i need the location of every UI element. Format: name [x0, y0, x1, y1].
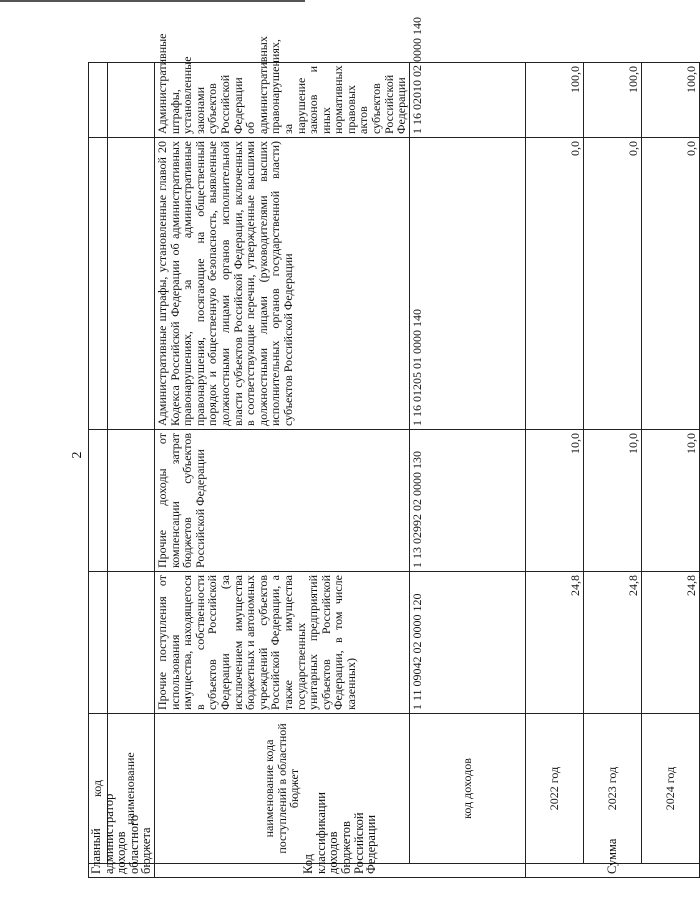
- cell-y2022: 100,0: [525, 63, 583, 138]
- column-y2023: [583, 63, 641, 878]
- cell-y2022: 10,0: [525, 430, 583, 572]
- cell-description: Административные штрафы, установленные законами субъектов Российской Федерации об административных правонарушениях, за нарушение законов и иных нормативных правовых актов субъектов Российской Федерации: [154, 63, 409, 138]
- cell-income-code: 1 16 02010 02 0000 140: [409, 63, 525, 138]
- budget-revenue-table: [88, 17, 700, 878]
- cell-code: [89, 430, 108, 572]
- cell-y2024: 100,0: [641, 63, 699, 138]
- group-header-chief-admin: Главный администратор доходов областного бюджета: [89, 864, 155, 878]
- group-header-sum: Сумма: [525, 864, 699, 878]
- cell-name: [107, 572, 154, 714]
- cell-income-code: 1 13 02992 02 0000 130: [409, 430, 525, 572]
- column-y2024: [641, 63, 699, 878]
- header-income-code: код доходов: [409, 714, 525, 864]
- cell-description: Прочие поступления от использования имущества, находящегося в собственности субъектов Российской Федерации (за исключением имущества бюджетных и автономных учреждений субъектов Российской Федерации, а также имущества государственных унитарных предприятий субъектов Российской Федерации, в том числе казенных): [154, 572, 409, 714]
- cell-income-code: 1 16 01205 01 0000 140: [409, 138, 525, 430]
- column-income-code: [409, 63, 525, 878]
- cell-y2023: 0,0: [583, 138, 641, 430]
- cell-code: [89, 572, 108, 714]
- cell-y2022: 24,8: [525, 572, 583, 714]
- cell-name: [107, 138, 154, 430]
- budget-table-rotated: [88, 17, 699, 878]
- cell-code: [89, 138, 108, 430]
- column-code: [89, 63, 108, 878]
- cell-name: [107, 430, 154, 572]
- cell-description: Административные штрафы, установленные главой 20 Кодекса Российской Федерации об административных правонарушениях, за административные правонарушения, посягающие на общественный порядок и общественную безопасность, выявленные должностными лицами органов исполнительной власти субъектов Российской Федерации, включенных в соответствующие перечни, утвержденные высшими должностными лицами (руководителями высших исполнительных органов государственной власти) субъектов Российской Федерации: [154, 138, 409, 430]
- cell-y2023: 10,0: [583, 430, 641, 572]
- cell-y2024: 10,0: [641, 430, 699, 572]
- cell-y2024: 24,8: [641, 572, 699, 714]
- cell-y2023: 100,0: [583, 63, 641, 138]
- cell-code: [89, 63, 108, 138]
- top-rule: [0, 0, 305, 2]
- header-y2023: 2023 год: [583, 714, 641, 864]
- header-y2022: 2022 год: [525, 714, 583, 864]
- cell-income-code: 1 11 09042 02 0000 120: [409, 572, 525, 714]
- column-description: [154, 63, 409, 878]
- group-header-classification: Код классификации доходов бюджетов Российской Федерации: [154, 864, 525, 878]
- header-name: наименование: [107, 714, 154, 864]
- cell-name: [107, 63, 154, 138]
- page-number: 2: [70, 451, 85, 459]
- column-name: [107, 63, 154, 878]
- header-y2024: 2024 год: [641, 714, 699, 864]
- column-y2022: [525, 63, 583, 878]
- header-code: код: [89, 714, 108, 864]
- cell-y2022: 0,0: [525, 138, 583, 430]
- cell-y2024: 0,0: [641, 138, 699, 430]
- cell-y2023: 24,8: [583, 572, 641, 714]
- cell-description: Прочие доходы от компенсации затрат бюджетов субъектов Российской Федерации: [154, 430, 409, 572]
- header-income-name: наименование кода поступлений в областной бюджет: [154, 714, 409, 864]
